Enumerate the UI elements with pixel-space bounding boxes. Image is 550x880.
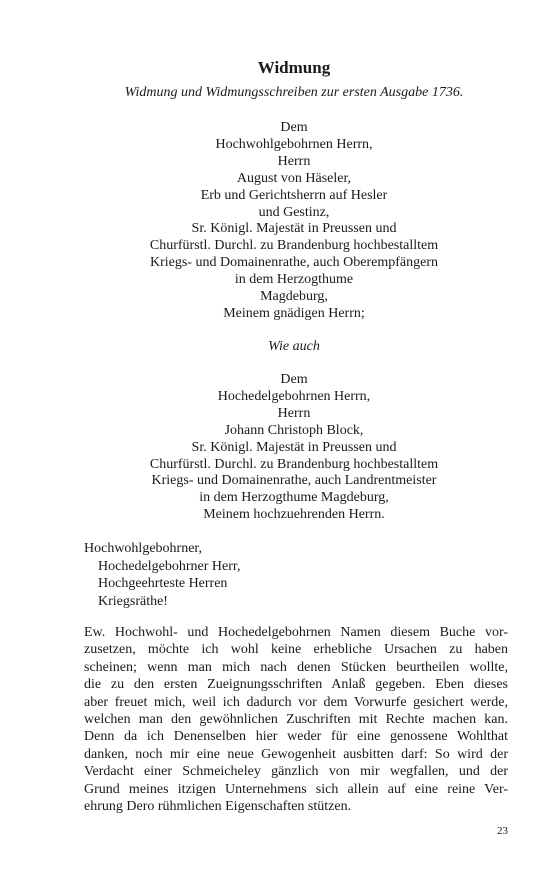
salutation-line: Hochedelgebohrner Herr, [98, 558, 241, 574]
page-number: 23 [497, 825, 508, 837]
dedication-line: Dem [280, 120, 308, 135]
dedication-line: Sr. Königl. Majestät in Preussen und [191, 221, 397, 237]
paragraph-line: aber freuet mich, weil ich dadurch vor dem Vorwurfe gesichert werde, [84, 694, 508, 710]
dedication-line: Dem [280, 372, 308, 387]
wie-auch-heading: Wie auch [268, 339, 320, 354]
paragraph-line: danken, noch mir eine neue Gewogenheit ausbitten darf: So wird der [84, 746, 508, 762]
dedication-line: Meinem gnädigen Herrn; [223, 305, 365, 321]
dedication-line: Erb und Gerichtsherrn auf Hesler [200, 187, 388, 203]
dedication-line: Hochedelgebohrnen Herrn, [217, 388, 371, 404]
salutation-line: Hochgeehrteste Herren [98, 576, 228, 591]
dedication-line: August von Häseler, [236, 170, 352, 186]
paragraph-line: Grund meines itzigen Unternehmens sich allein auf eine reine Ver- [84, 781, 508, 797]
paragraph-line: zusetzen, möchte ich wohl keine erhebliche Ursachen zu haben [84, 642, 508, 658]
dedication-line: Magdeburg, [260, 289, 328, 305]
body-paragraph [84, 624, 508, 815]
paragraph-line: welchen man den gewöhnlichen Zuschriften mit Rechte machen kan. [84, 712, 508, 728]
dedication-line: in dem Herzogthume Magdeburg, [199, 490, 389, 506]
dedication-line: Herrn [277, 153, 311, 169]
paragraph-line: die zu den ersten Zueignungsschriften Anlaß gegeben. Eben dieses [84, 677, 508, 693]
paragraph-line: ehrung Dero rühmlichen Eigenschaften stützen. [84, 799, 352, 815]
page-subtitle: Widmung und Widmungsschreiben zur ersten Ausgabe 1736. [124, 85, 464, 100]
dedication-line: Churfürstl. Durchl. zu Brandenburg hochbestalltem [149, 456, 439, 472]
dedication-block-1 [0, 120, 550, 323]
paragraph-line: scheinen; wenn man mich nach denen Stücken beurtheilen wollte, [84, 659, 508, 675]
dedication-line: Hochwohlgebohrnen Herrn, [215, 136, 373, 152]
dedication-line: Johann Christoph Block, [224, 422, 364, 438]
paragraph-line: Ew. Hochwohl- und Hochedelgebohrnen Namen diesem Buche vor- [84, 625, 508, 640]
dedication-line: Meinem hochzuehrenden Herrn. [203, 507, 385, 523]
dedication-line: und Gestinz, [258, 204, 330, 220]
page-title: Widmung [257, 58, 331, 77]
salutation-line: Hochwohlgebohrner, [84, 541, 203, 556]
paragraph-line: Verdacht einer Schmeicheley gänzlich von mir wegfallen, und der [84, 764, 508, 780]
dedication-line: Sr. Königl. Majestät in Preussen und [191, 439, 397, 455]
salutation-line: Kriegsräthe! [98, 593, 168, 609]
dedication-line: Kriegs- und Domainenrathe, auch Oberempfängern [149, 255, 439, 271]
dedication-line: Kriegs- und Domainenrathe, auch Landrentmeister [151, 473, 437, 489]
dedication-block-2 [0, 372, 550, 524]
dedication-line: Herrn [277, 405, 311, 421]
paragraph-line: Denn da ich Denenselben hier weder für eine genossene Wohlthat [84, 729, 508, 745]
salutation [84, 540, 240, 610]
dedication-line: Churfürstl. Durchl. zu Brandenburg hochbestalltem [149, 238, 439, 254]
dedication-line: in dem Herzogthume [234, 272, 354, 288]
